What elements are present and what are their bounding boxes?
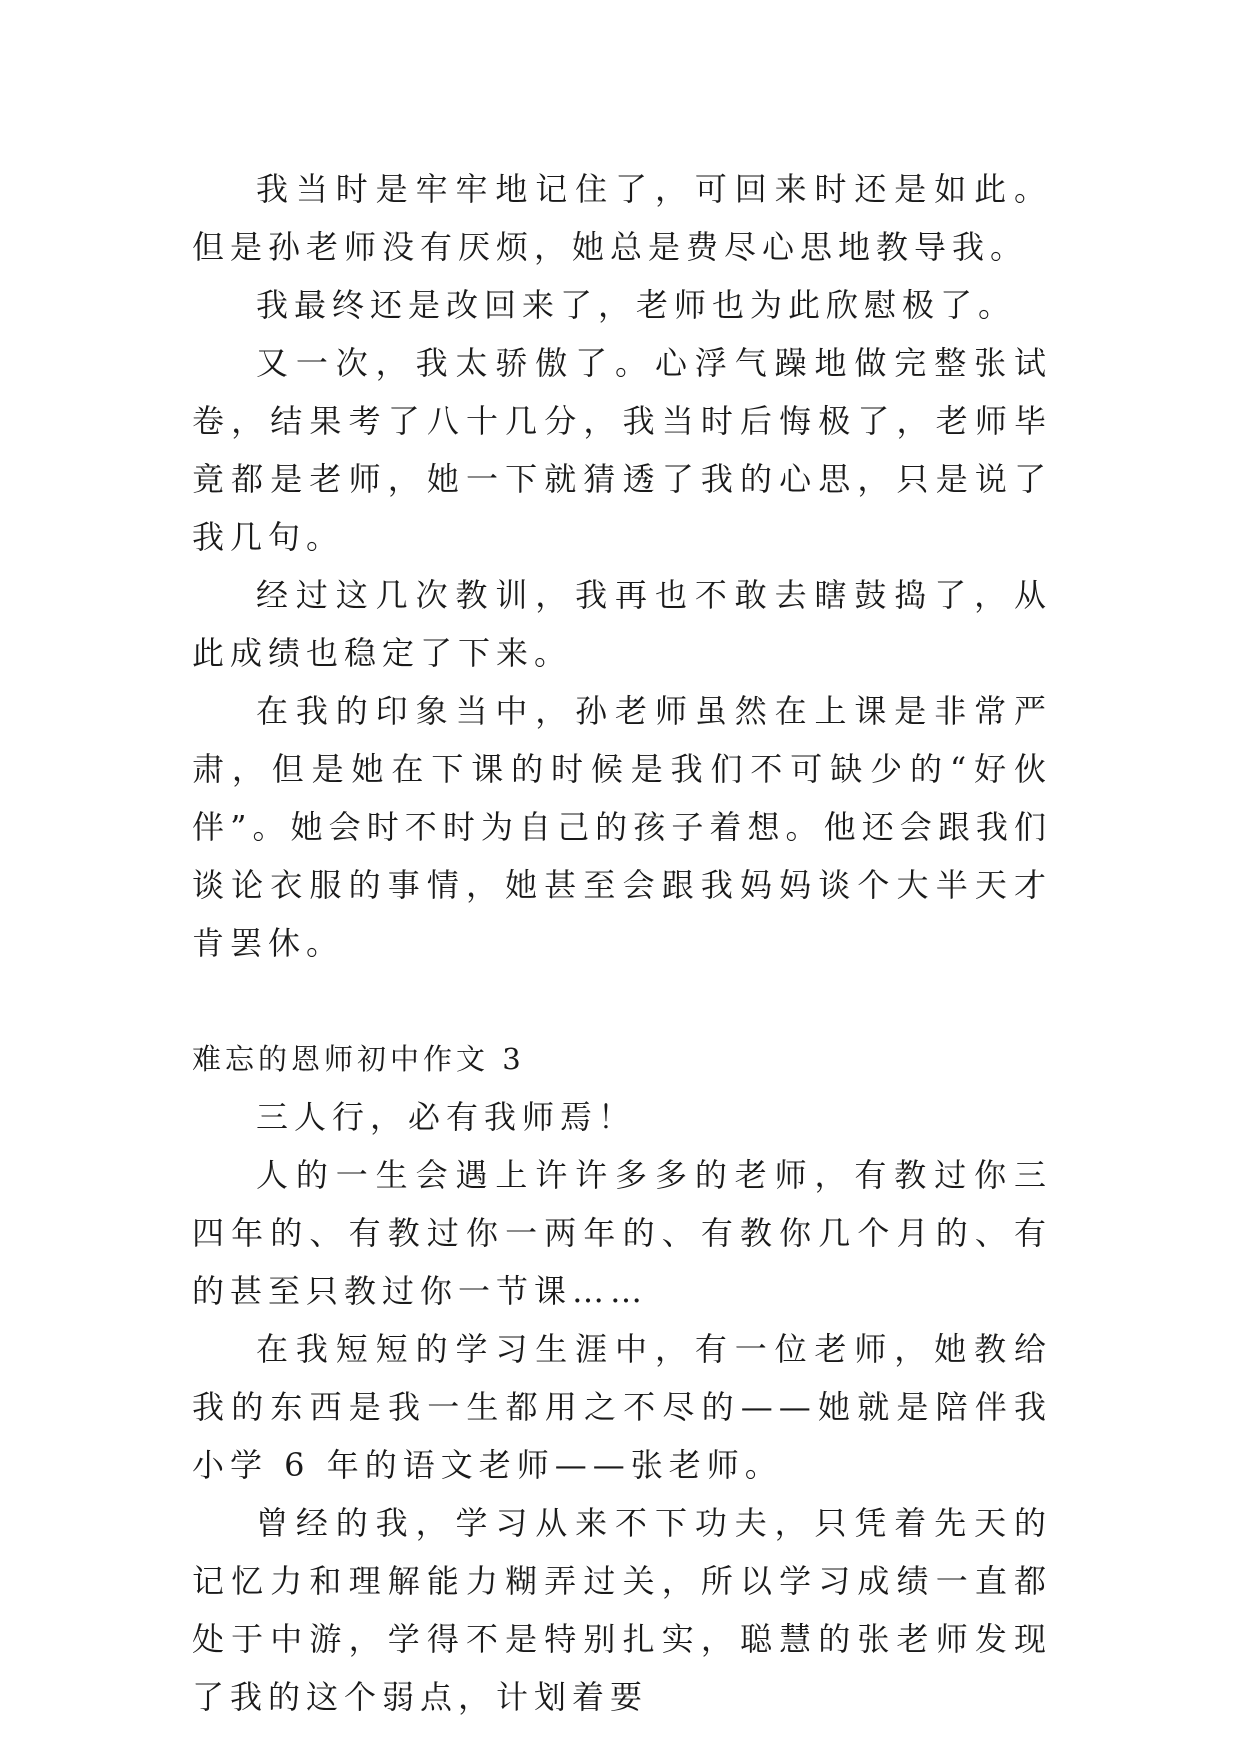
paragraph: 在我的印象当中，孙老师虽然在上课是非常严肃，但是她在下课的时候是我们不可缺少的“好伙伴”。她会时不时为自己的孩子着想。他还会跟我们谈论衣服的事情，她甚至会跟我妈妈谈个大半天才肯罢休。 [192,692,1052,962]
paragraph: 经过这几次教训，我再也不敢去瞎鼓捣了，从此成绩也稳定了下来。 [192,576,1052,672]
paragraph: 人的一生会遇上许许多多的老师，有教过你三四年的、有教过你一两年的、有教你几个月的、有的甚至只教过你一节课…… [192,1156,1052,1310]
paragraph: 我最终还是改回来了，老师也为此欣慰极了。 [256,286,1017,324]
document-page [192,160,1052,1726]
paragraph: 又一次，我太骄傲了。心浮气躁地做完整张试卷，结果考了八十几分，我当时后悔极了，老师毕竟都是老师，她一下就猜透了我的心思，只是说了我几句。 [192,344,1052,556]
paragraph: 三人行，必有我师焉！ [256,1098,637,1136]
section-title: 难忘的恩师初中作文 3 [192,1042,525,1076]
section-spacer [192,972,1052,1030]
paragraph: 在我短短的学习生涯中，有一位老师，她教给我的东西是我一生都用之不尽的——她就是陪伴我小学 6 年的语文老师——张老师。 [192,1330,1052,1484]
paragraph: 曾经的我，学习从来不下功夫，只凭着先天的记忆力和理解能力糊弄过关，所以学习成绩一直都处于中游，学得不是特别扎实，聪慧的张老师发现了我的这个弱点，计划着要 [192,1504,1052,1716]
paragraph: 我当时是牢牢地记住了，可回来时还是如此。但是孙老师没有厌烦，她总是费尽心思地教导我。 [192,170,1052,266]
